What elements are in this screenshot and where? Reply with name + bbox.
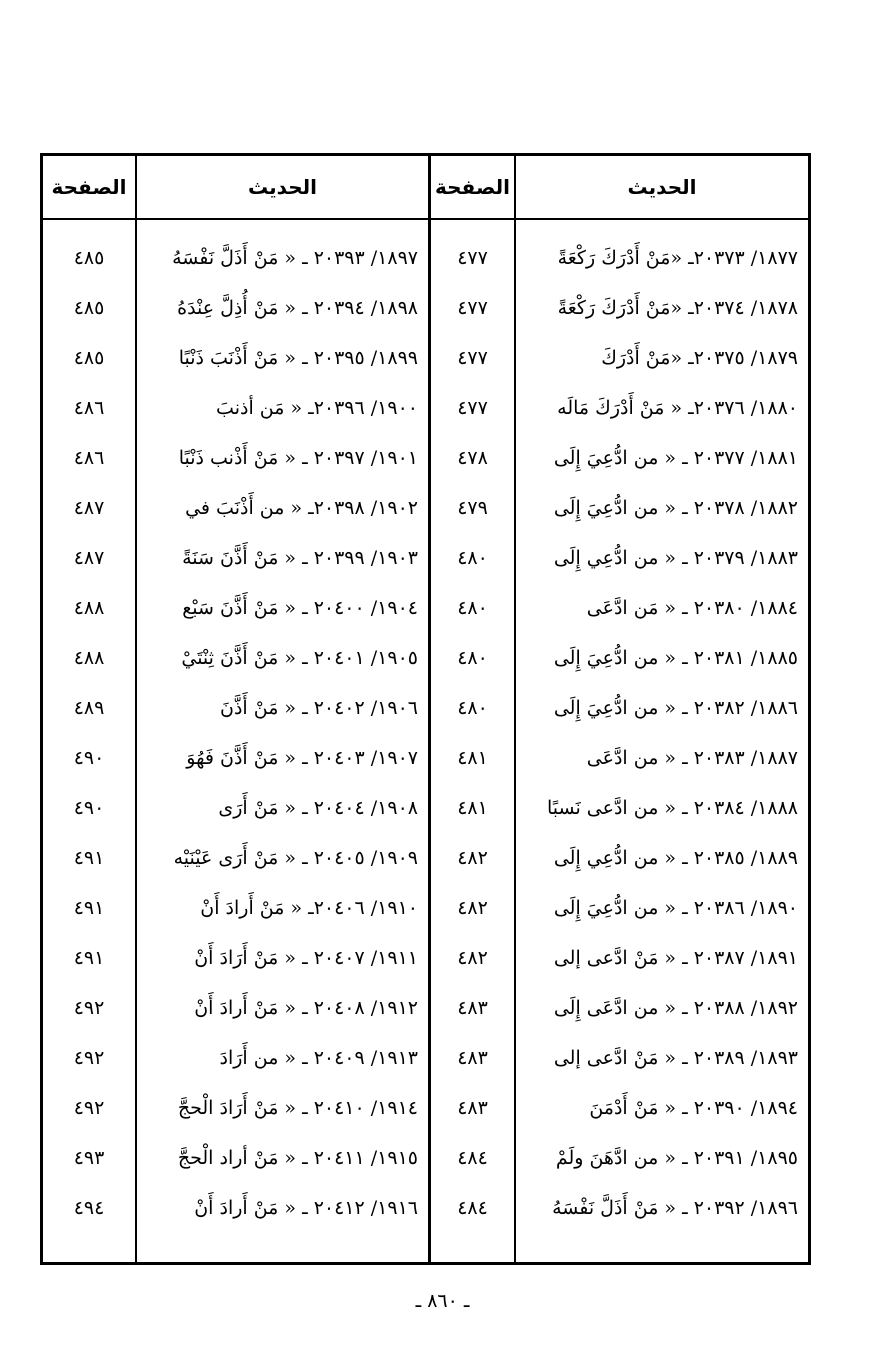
left-page-header: الصفحة (43, 156, 135, 220)
hadith-entry: ١٨٧٧/ ٢٠٣٧٣ـ «مَنْ أَدْرَكَ رَكْعَةً (557, 247, 798, 269)
left-hadith-column (135, 156, 428, 1262)
hadith-entry: ١٩٠٥/ ٢٠٤٠١ ـ « مَنْ أَذَّنَ ثِنْتَيْ (181, 647, 418, 669)
hadith-entry: ١٩٠٨/ ٢٠٤٠٤ ـ « مَنْ أَرَى (218, 797, 418, 819)
hadith-entry: ١٨٨٠/ ٢٠٣٧٦ـ « مَنْ أَدْرَكَ مَالَه (557, 397, 798, 419)
hadith-entry: ١٩١٦/ ٢٠٤١٢ ـ « مَنْ أَرادَ أَنْ (194, 1197, 418, 1219)
hadith-entry: ١٨٧٩/ ٢٠٣٧٥ـ «مَنْ أَدْرَكَ (601, 347, 798, 369)
page-ref: ٤٨٠ (457, 597, 488, 619)
page-ref: ٤٨٧ (73, 547, 105, 569)
left-page-column (43, 156, 135, 1262)
page-ref: ٤٨٨ (73, 597, 105, 619)
page-ref: ٤٨٠ (457, 697, 488, 719)
hadith-entry: ١٩٠٤/ ٢٠٤٠٠ ـ « مَنْ أَذَّنَ سَبْع (182, 597, 418, 619)
page-ref: ٤٩١ (73, 947, 105, 969)
hadith-entry: ١٩١١/ ٢٠٤٠٧ ـ « مَنْ أَرَادَ أَنْ (194, 947, 418, 969)
hadith-entry: ١٨٩٦/ ٢٠٣٩٢ ـ « مَنْ أَذَلَّ نَفْسَهُ (552, 1197, 798, 1219)
page-ref: ٤٨١ (457, 797, 488, 819)
hadith-entry: ١٨٨٨/ ٢٠٣٨٤ ـ « من ادَّعى نَسبًا (546, 797, 798, 819)
page-ref: ٤٧٧ (457, 297, 488, 319)
page-ref: ٤٨٣ (457, 1047, 488, 1069)
hadith-entry: ١٨٨٩/ ٢٠٣٨٥ ـ « من ادُّعِي إِلَى (553, 847, 798, 869)
page-ref: ٤٨٥ (73, 247, 105, 269)
page-ref: ٤٩١ (73, 897, 105, 919)
page-ref: ٤٩٢ (73, 1097, 105, 1119)
page-ref: ٤٧٧ (457, 247, 488, 269)
hadith-entry: ١٩٠١/ ٢٠٣٩٧ ـ « مَنْ أَذْنب ذَنْبًا (178, 447, 418, 469)
page-ref: ٤٧٩ (457, 497, 488, 519)
page-ref: ٤٨٢ (457, 947, 488, 969)
hadith-entry: ١٨٩٥/ ٢٠٣٩١ ـ « من ادَّهَنَ ولَمْ (555, 1147, 798, 1169)
right-hadith-rows (516, 220, 808, 1233)
page-ref: ٤٧٧ (457, 397, 488, 419)
page-ref: ٤٨٠ (457, 547, 488, 569)
hadith-entry: ١٩٠٩/ ٢٠٤٠٥ ـ « مَنْ أَرَى عَيْنَيْه (173, 847, 418, 869)
hadith-entry: ١٨٩١/ ٢٠٣٨٧ ـ « مَنْ ادَّعى إلى (553, 947, 798, 969)
left-hadith-rows (137, 220, 428, 1233)
page-ref: ٤٩٤ (73, 1197, 105, 1219)
hadith-entry: ١٨٨٦/ ٢٠٣٨٢ ـ « من ادُّعِيَ إِلَى (553, 697, 798, 719)
right-page-header: الصفحة (431, 156, 514, 220)
page-ref: ٤٩٠ (73, 747, 105, 769)
hadith-entry: ١٨٩٩/ ٢٠٣٩٥ ـ « مَنْ أَذْنَبَ ذَنْبًا (178, 347, 418, 369)
hadith-entry: ١٨٩٢/ ٢٠٣٨٨ ـ « من ادَّعَى إِلَى (553, 997, 798, 1019)
hadith-entry: ١٩٠٢/ ٢٠٣٩٨ـ « من أَذْنَبَ في (185, 497, 418, 519)
page-ref: ٤٩٠ (73, 797, 105, 819)
left-hadith-header: الحديث (137, 156, 428, 220)
hadith-entry: ١٨٩٧/ ٢٠٣٩٣ ـ « مَنْ أَذَلَّ نَفْسَهُ (172, 247, 418, 269)
hadith-entry: ١٨٩٣/ ٢٠٣٨٩ ـ « مَنْ ادَّعى إلى (553, 1047, 798, 1069)
hadith-entry: ١٨٨٤/ ٢٠٣٨٠ ـ « مَن ادَّعَى (586, 597, 798, 619)
left-page-rows (43, 220, 135, 1233)
right-page-column (428, 156, 514, 1262)
page-ref: ٤٨٧ (73, 497, 105, 519)
page-ref: ٤٨٤ (457, 1197, 488, 1219)
hadith-entry: ١٩٠٦/ ٢٠٤٠٢ ـ « مَنْ أَذَّنَ (220, 697, 418, 719)
page-ref: ٤٩٢ (73, 997, 105, 1019)
hadith-index-table (40, 153, 811, 1265)
hadith-entry: ١٨٨٣/ ٢٠٣٧٩ ـ « من ادُّعِي إِلَى (553, 547, 798, 569)
hadith-entry: ١٨٨٢/ ٢٠٣٧٨ ـ « من ادُّعِيَ إِلَى (553, 497, 798, 519)
hadith-entry: ١٩١٣/ ٢٠٤٠٩ ـ « من أَرَادَ (219, 1047, 418, 1069)
page-ref: ٤٨٩ (73, 697, 105, 719)
right-hadith-column (514, 156, 808, 1262)
page-ref: ٤٧٧ (457, 347, 488, 369)
page-ref: ٤٨٤ (457, 1147, 488, 1169)
page-ref: ٤٨٠ (457, 647, 488, 669)
hadith-entry: ١٨٨١/ ٢٠٣٧٧ ـ « من ادُّعِيَ إِلَى (553, 447, 798, 469)
page-ref: ٤٨١ (457, 747, 488, 769)
hadith-entry: ١٩٠٣/ ٢٠٣٩٩ ـ « مَنْ أَذَّنَ سَنَةً (182, 547, 418, 569)
page-number: ـ ٨٦٠ ـ (415, 1290, 470, 1312)
page-ref: ٤٨٨ (73, 647, 105, 669)
hadith-entry: ١٩٠٧/ ٢٠٤٠٣ ـ « مَنْ أَذَّنَ فَهُوَ (186, 747, 418, 769)
page-ref: ٤٨٦ (73, 447, 105, 469)
hadith-entry: ١٩١٠/ ٢٠٤٠٦ـ « مَنْ أَرادَ أَنْ (200, 897, 418, 919)
page-ref: ٤٧٨ (457, 447, 488, 469)
hadith-entry: ١٨٩٤/ ٢٠٣٩٠ ـ « مَنْ أَدْمَنَ (589, 1097, 798, 1119)
page-ref: ٤٨٢ (457, 847, 488, 869)
hadith-entry: ١٨٨٥/ ٢٠٣٨١ ـ « من ادُّعِيَ إِلَى (553, 647, 798, 669)
page-ref: ٤٨٣ (457, 997, 488, 1019)
hadith-entry: ١٨٨٧/ ٢٠٣٨٣ ـ « من ادَّعَى (586, 747, 798, 769)
hadith-entry: ١٩٠٠/ ٢٠٣٩٦ـ « مَن أذنبَ (216, 397, 418, 419)
page-ref: ٤٩١ (73, 847, 105, 869)
page-ref: ٤٨٦ (73, 397, 105, 419)
hadith-entry: ١٨٧٨/ ٢٠٣٧٤ـ «مَنْ أَدْرَكَ رَكْعَةً (557, 297, 798, 319)
hadith-entry: ١٨٩٨/ ٢٠٣٩٤ ـ « مَنْ أُذِلَّ عِنْدَهُ (177, 297, 418, 319)
hadith-entry: ١٩١٤/ ٢٠٤١٠ ـ « مَنْ أَرَادَ الْحجَّ (177, 1097, 418, 1119)
page-ref: ٤٩٣ (73, 1147, 105, 1169)
page-ref: ٤٩٢ (73, 1047, 105, 1069)
page-ref: ٤٨٥ (73, 347, 105, 369)
page-ref: ٤٨٥ (73, 297, 105, 319)
hadith-entry: ١٨٩٠/ ٢٠٣٨٦ ـ « من ادُّعِيَ إِلَى (553, 897, 798, 919)
page-ref: ٤٨٢ (457, 897, 488, 919)
right-hadith-header: الحديث (516, 156, 808, 220)
hadith-entry: ١٩١٢/ ٢٠٤٠٨ ـ « مَنْ أَرادَ أَنْ (194, 997, 418, 1019)
right-page-rows (431, 220, 514, 1233)
page-ref: ٤٨٣ (457, 1097, 488, 1119)
hadith-entry: ١٩١٥/ ٢٠٤١١ ـ « مَنْ أراد الْحجَّ (177, 1147, 418, 1169)
